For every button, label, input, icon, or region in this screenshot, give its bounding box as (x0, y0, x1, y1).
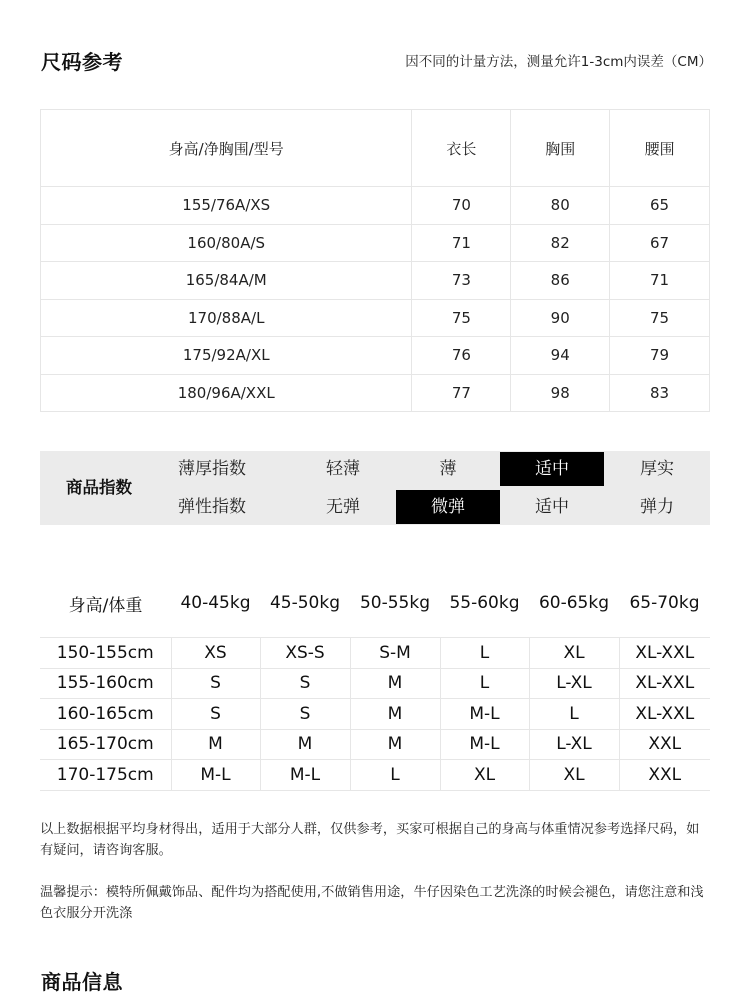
size-label: 155/76A/XS (41, 187, 412, 225)
thickness-option: 适中 (500, 452, 604, 486)
table-row (40, 760, 710, 791)
elasticity-option: 适中 (535, 497, 569, 517)
warm-tip: 温馨提示：模特所佩戴饰品、配件均为搭配使用,不做销售用途，牛仔因染色工艺洗涤的时候会褪色，请您注意和浅色衣服分开洗涤 (40, 885, 704, 921)
size-label: 160/80A/S (41, 224, 412, 262)
size-cell: S (260, 668, 350, 699)
length-value: 71 (412, 224, 511, 262)
height-range: 160-165cm (40, 699, 171, 730)
size-cell: XL-XXL (619, 699, 710, 730)
chest-value: 80 (511, 187, 610, 225)
table-row (40, 638, 710, 669)
size-label: 170/88A/L (41, 299, 412, 337)
height-range: 150-155cm (40, 638, 171, 669)
header-waist: 腰围 (610, 110, 710, 187)
length-value: 76 (412, 337, 511, 375)
waist-value: 65 (610, 187, 710, 225)
header-height-weight: 身高/体重 (40, 583, 171, 638)
size-cell: M-L (171, 760, 260, 791)
size-cell: L (440, 638, 529, 669)
size-cell: S (171, 699, 260, 730)
header-weight-range: 45-50kg (260, 583, 350, 638)
size-cell: M-L (440, 729, 529, 760)
table-row (41, 224, 710, 262)
table-row (41, 374, 710, 412)
header-weight-range: 65-70kg (619, 583, 710, 638)
size-cell: S-M (350, 638, 440, 669)
size-cell: M (171, 729, 260, 760)
elasticity-index-name: 弹性指数 (178, 497, 246, 517)
size-table (40, 109, 710, 412)
size-cell: L-XL (529, 729, 619, 760)
size-cell: XL (440, 760, 529, 791)
size-cell: XL (529, 760, 619, 791)
size-cell: M-L (260, 760, 350, 791)
table-row (41, 262, 710, 300)
elasticity-option: 弹力 (640, 497, 674, 517)
chest-value: 86 (511, 262, 610, 300)
size-cell: M-L (440, 699, 529, 730)
waist-value: 71 (610, 262, 710, 300)
size-cell: M (350, 668, 440, 699)
header-length: 衣长 (412, 110, 511, 187)
product-index-label: 商品指数 (66, 478, 132, 497)
waist-value: 67 (610, 224, 710, 262)
size-label: 175/92A/XL (41, 337, 412, 375)
waist-value: 79 (610, 337, 710, 375)
size-cell: XXL (619, 760, 710, 791)
height-range: 165-170cm (40, 729, 171, 760)
header-weight-range: 55-60kg (440, 583, 529, 638)
size-cell: XL (529, 638, 619, 669)
table-row (40, 699, 710, 730)
table-row (41, 187, 710, 225)
header-weight-range: 50-55kg (350, 583, 440, 638)
size-table-header-row (41, 110, 710, 187)
thickness-option: 轻薄 (326, 459, 360, 479)
thickness-option: 薄 (439, 459, 457, 479)
size-cell: S (171, 668, 260, 699)
table-row (40, 729, 710, 760)
size-cell: L (350, 760, 440, 791)
size-cell: XL-XXL (619, 668, 710, 699)
data-disclaimer: 以上数据根据平均身材得出，适用于大部分人群，仅供参考，买家可根据自己的身高与体重情况参考选择尺码，如有疑问，请咨询客服。 (40, 822, 700, 858)
measurement-note: 因不同的计量方法，测量允许1-3cm内误差（CM） (405, 54, 712, 70)
length-value: 70 (412, 187, 511, 225)
product-info-title: 商品信息 (41, 970, 123, 994)
header-chest: 胸围 (511, 110, 610, 187)
length-value: 77 (412, 374, 511, 412)
table-row (41, 337, 710, 375)
chest-value: 90 (511, 299, 610, 337)
size-cell: XS-S (260, 638, 350, 669)
waist-value: 75 (610, 299, 710, 337)
header-height-chest-size: 身高/净胸围/型号 (41, 110, 412, 187)
chest-value: 94 (511, 337, 610, 375)
size-cell: L (529, 699, 619, 730)
size-label: 180/96A/XXL (41, 374, 412, 412)
elasticity-option: 无弹 (326, 497, 360, 517)
size-cell: M (350, 729, 440, 760)
waist-value: 83 (610, 374, 710, 412)
height-range: 155-160cm (40, 668, 171, 699)
size-cell: M (260, 729, 350, 760)
thickness-index-name: 薄厚指数 (178, 459, 246, 479)
table-row (40, 668, 710, 699)
header-weight-range: 60-65kg (529, 583, 619, 638)
table-row (41, 299, 710, 337)
height-range: 170-175cm (40, 760, 171, 791)
height-weight-table (40, 583, 710, 791)
size-cell: L-XL (529, 668, 619, 699)
elasticity-option: 微弹 (396, 490, 500, 524)
size-label: 165/84A/M (41, 262, 412, 300)
thickness-option: 厚实 (640, 459, 674, 479)
chest-value: 82 (511, 224, 610, 262)
size-cell: S (260, 699, 350, 730)
hw-header-row (40, 583, 710, 638)
length-value: 73 (412, 262, 511, 300)
size-cell: L (440, 668, 529, 699)
size-reference-title: 尺码参考 (41, 50, 123, 74)
header-weight-range: 40-45kg (171, 583, 260, 638)
size-cell: XXL (619, 729, 710, 760)
size-cell: M (350, 699, 440, 730)
length-value: 75 (412, 299, 511, 337)
product-index-panel (40, 451, 710, 525)
chest-value: 98 (511, 374, 610, 412)
size-cell: XS (171, 638, 260, 669)
size-cell: XL-XXL (619, 638, 710, 669)
